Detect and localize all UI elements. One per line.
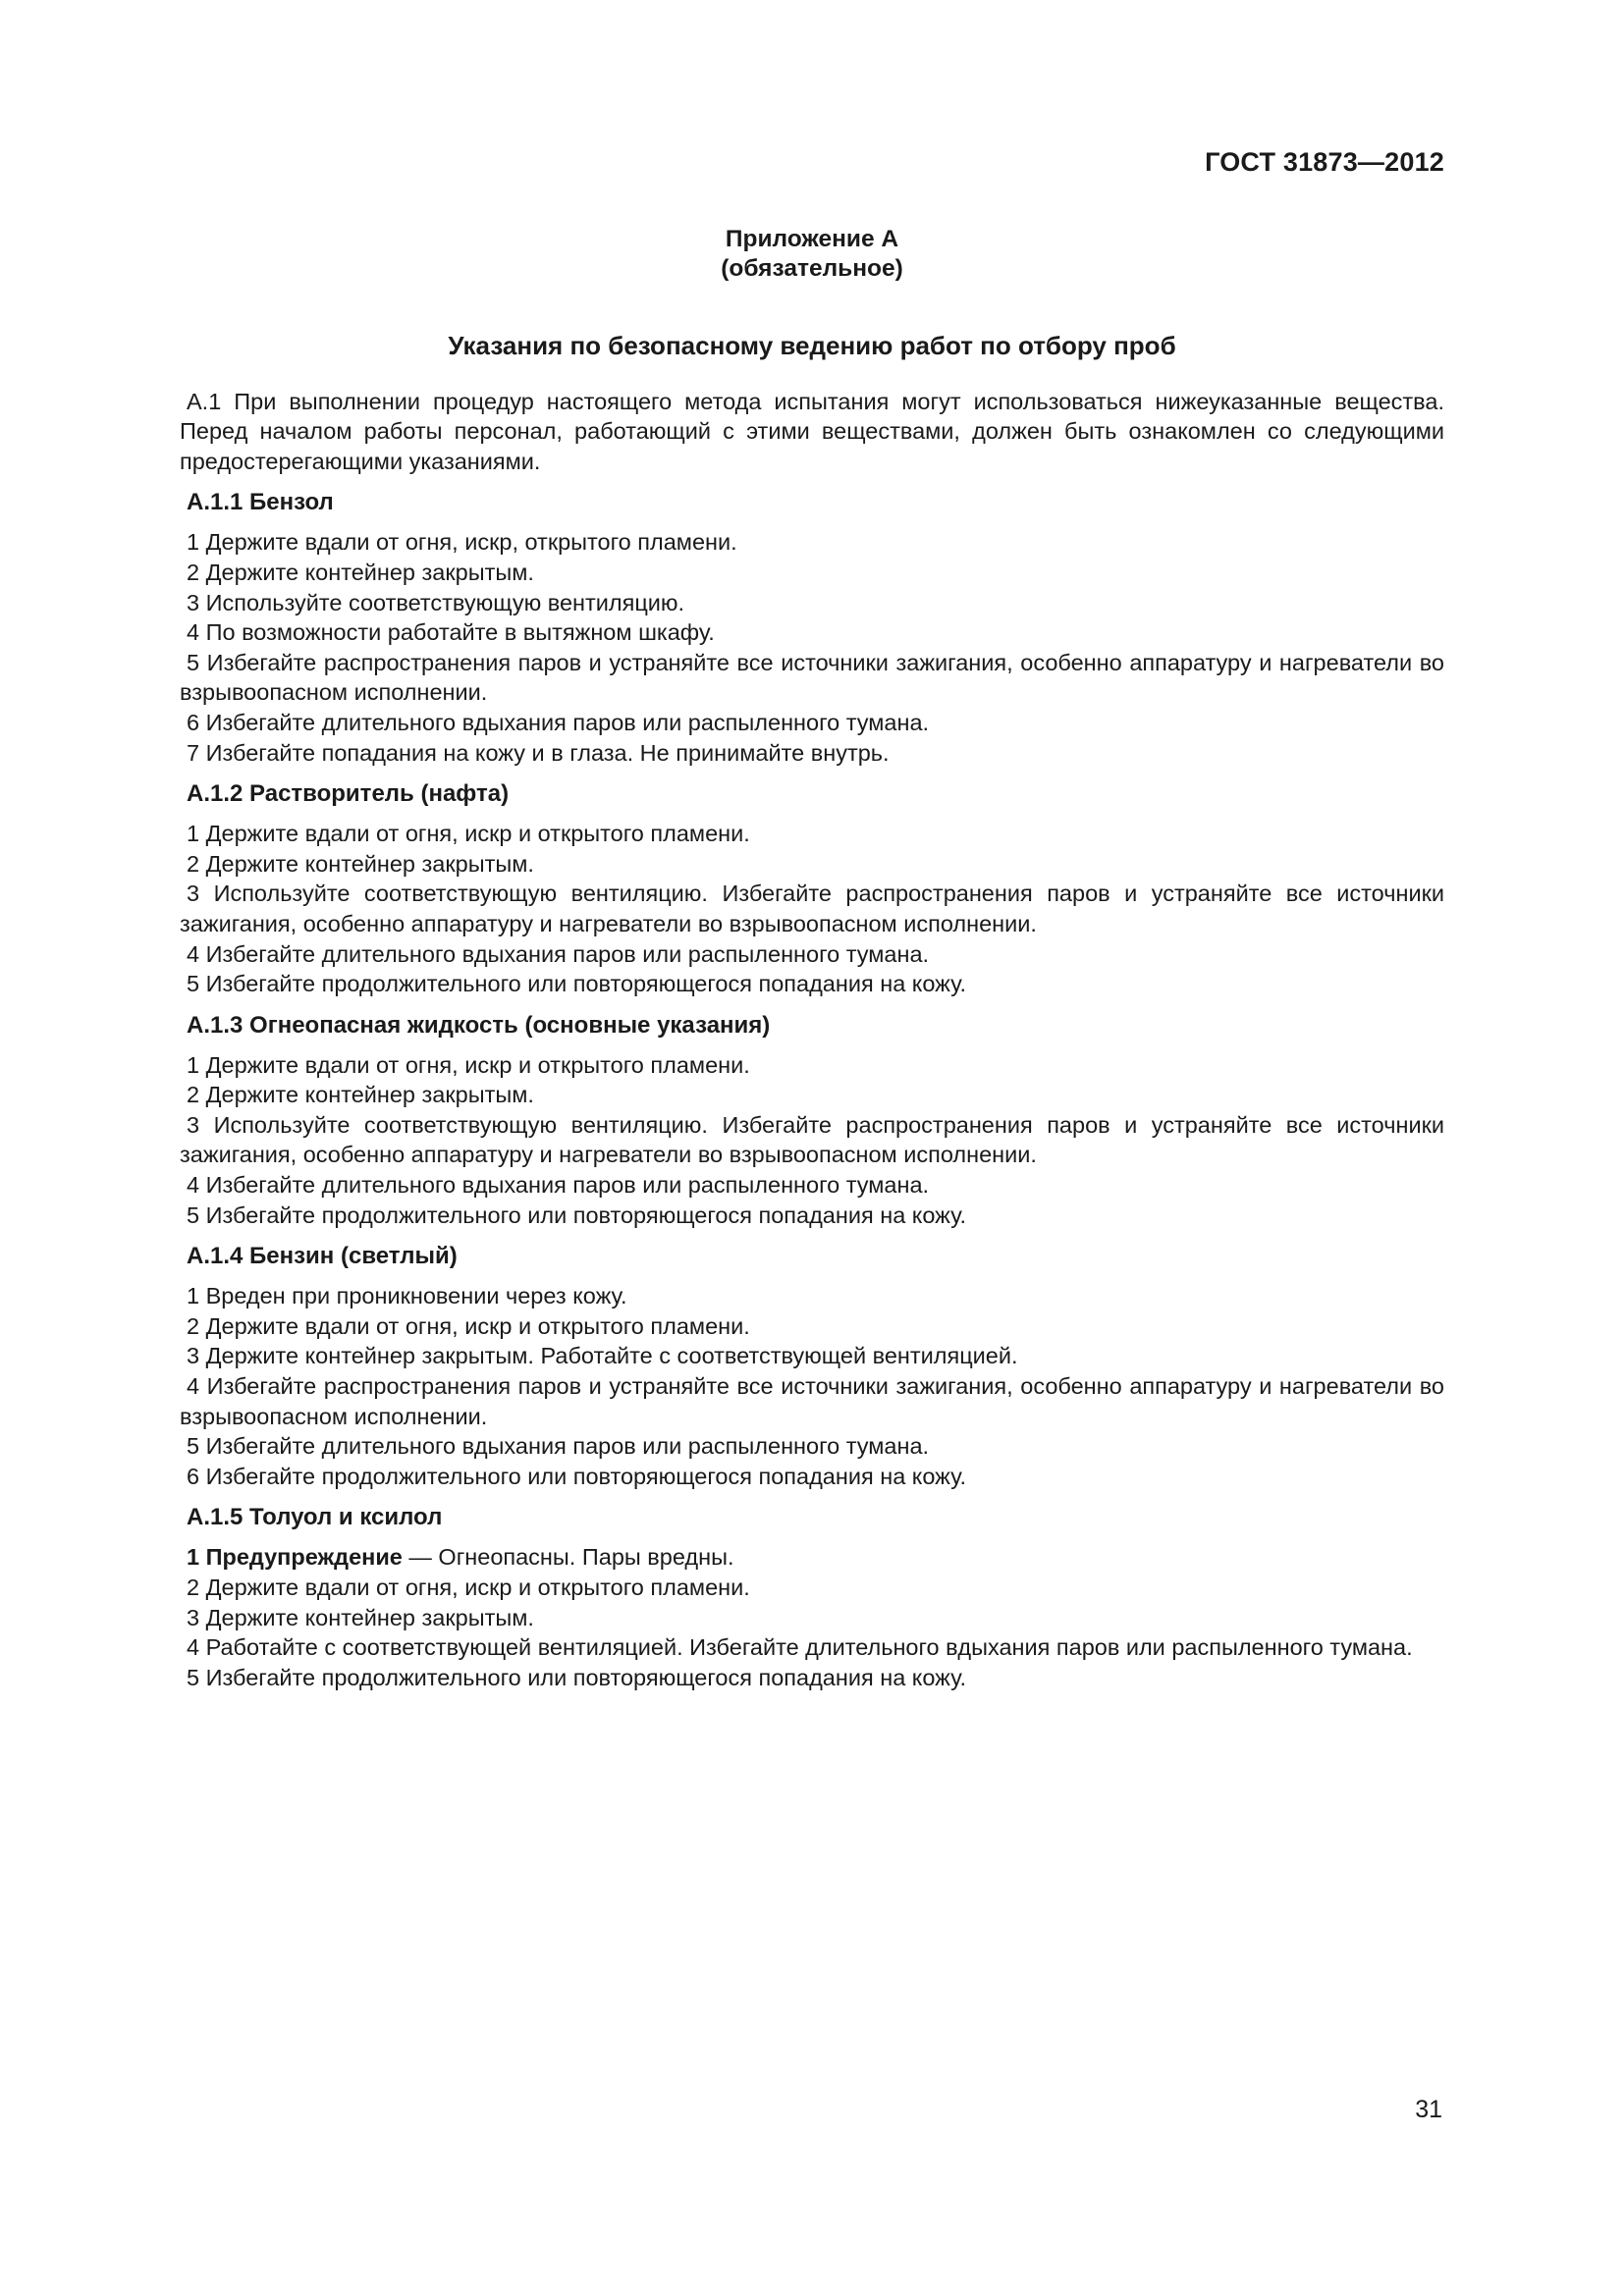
- warning-label: 1 Предупреждение: [187, 1544, 403, 1571]
- item-list: [180, 1542, 1444, 1692]
- subsection-benzene: [180, 488, 1444, 768]
- list-item: 5 Избегайте распространения паров и устраняйте все источники зажигания, особенно аппаратуру и нагреватели во взрывоопасном исполнении.: [180, 649, 1444, 706]
- page-content: [180, 225, 1444, 1692]
- list-item: 7 Избегайте попадания на кожу и в глаза. Не принимайте внутрь.: [187, 739, 890, 766]
- list-item: 2 Держите вдали от огня, искр и открытого пламени.: [187, 1575, 750, 1600]
- list-item: 3 Используйте соответствующую вентиляцию.: [187, 589, 685, 615]
- subsection-title: А.1.3 Огнеопасная жидкость (основные указания): [187, 1011, 771, 1039]
- list-item: 4 Избегайте длительного вдыхания паров или распыленного тумана.: [187, 1172, 930, 1199]
- subsection-naphtha: [180, 779, 1444, 999]
- list-item: 1 Вреден при проникновении через кожу.: [187, 1283, 627, 1309]
- page-number: 31: [1415, 2096, 1442, 2123]
- subsection-title: А.1.4 Бензин (светлый): [187, 1243, 458, 1270]
- list-item: 5 Избегайте продолжительного или повторяющегося попадания на кожу.: [187, 1664, 967, 1690]
- document-code: ГОСТ 31873—2012: [1205, 147, 1444, 177]
- list-item: 1 Держите вдали от огня, искр и открытого пламени.: [187, 1051, 750, 1078]
- list-item: 2 Держите контейнер закрытым.: [187, 850, 534, 877]
- list-item: 2 Держите контейнер закрытым.: [187, 1082, 534, 1108]
- list-item: 3 Держите контейнер закрытым. Работайте с соответствующей вентиляцией.: [187, 1343, 1018, 1369]
- warning-text: — Огнеопасны. Пары вредны.: [402, 1544, 734, 1571]
- item-list: [180, 819, 1444, 999]
- list-item: 5 Избегайте продолжительного или повторяющегося попадания на кожу.: [187, 1201, 967, 1228]
- warning-item: [180, 1542, 1444, 1573]
- item-list: [180, 1050, 1444, 1231]
- list-item: 2 Держите контейнер закрытым.: [187, 559, 534, 585]
- list-item: 4 По возможности работайте в вытяжном шкафу.: [187, 619, 715, 646]
- list-item: 2 Держите вдали от огня, искр и открытого пламени.: [187, 1312, 750, 1339]
- subsection-title: А.1.5 Толуол и ксилол: [187, 1504, 443, 1531]
- list-item: 3 Используйте соответствующую вентиляцию. Избегайте распространения паров и устраняйте все источники зажигания, особенно аппаратуру и нагреватели во взрывоопасном исполнении.: [180, 881, 1444, 936]
- list-item: 4 Работайте с соответствующей вентиляцией. Избегайте длительного вдыхания паров или распыленного тумана.: [187, 1634, 1413, 1661]
- intro-paragraph: А.1 При выполнении процедур настоящего метода испытания могут использоваться нижеуказанные вещества. Перед началом работы персонал, работающий с этими веществами, должен быть ознакомлен со следующими предостерегающими указаниями.: [180, 388, 1444, 474]
- section-title: Указания по безопасному ведению работ по отбору проб: [448, 331, 1176, 360]
- list-item: 1 Держите вдали от огня, искр и открытого пламени.: [187, 821, 750, 847]
- list-item: 5 Избегайте продолжительного или повторяющегося попадания на кожу.: [187, 971, 967, 997]
- list-item: 6 Избегайте продолжительного или повторяющегося попадания на кожу.: [187, 1463, 967, 1489]
- list-item: 5 Избегайте длительного вдыхания паров или распыленного тумана.: [187, 1433, 930, 1460]
- item-list: [180, 527, 1444, 768]
- subsection-title: А.1.2 Растворитель (нафта): [187, 780, 510, 808]
- appendix-status: (обязательное): [721, 255, 903, 282]
- list-item: 3 Держите контейнер закрытым.: [187, 1604, 534, 1630]
- subsection-toluene-xylene: [180, 1503, 1444, 1692]
- subsection-flammable-liquid: [180, 1011, 1444, 1231]
- appendix-title: Приложение А: [725, 226, 899, 252]
- list-item: 4 Избегайте длительного вдыхания паров или распыленного тумана.: [187, 940, 930, 967]
- list-item: 4 Избегайте распространения паров и устраняйте все источники зажигания, особенно аппаратуру и нагреватели во взрывоопасном исполнении.: [180, 1373, 1444, 1429]
- item-list: [180, 1281, 1444, 1491]
- list-item: 3 Используйте соответствующую вентиляцию. Избегайте распространения паров и устраняйте все источники зажигания, особенно аппаратуру и нагреватели во взрывоопасном исполнении.: [180, 1111, 1444, 1168]
- list-item: 6 Избегайте длительного вдыхания паров или распыленного тумана.: [187, 709, 930, 735]
- subsection-title: А.1.1 Бензол: [187, 489, 334, 516]
- list-item: 1 Держите вдали от огня, искр, открытого пламени.: [187, 529, 737, 556]
- subsection-gasoline: [180, 1242, 1444, 1491]
